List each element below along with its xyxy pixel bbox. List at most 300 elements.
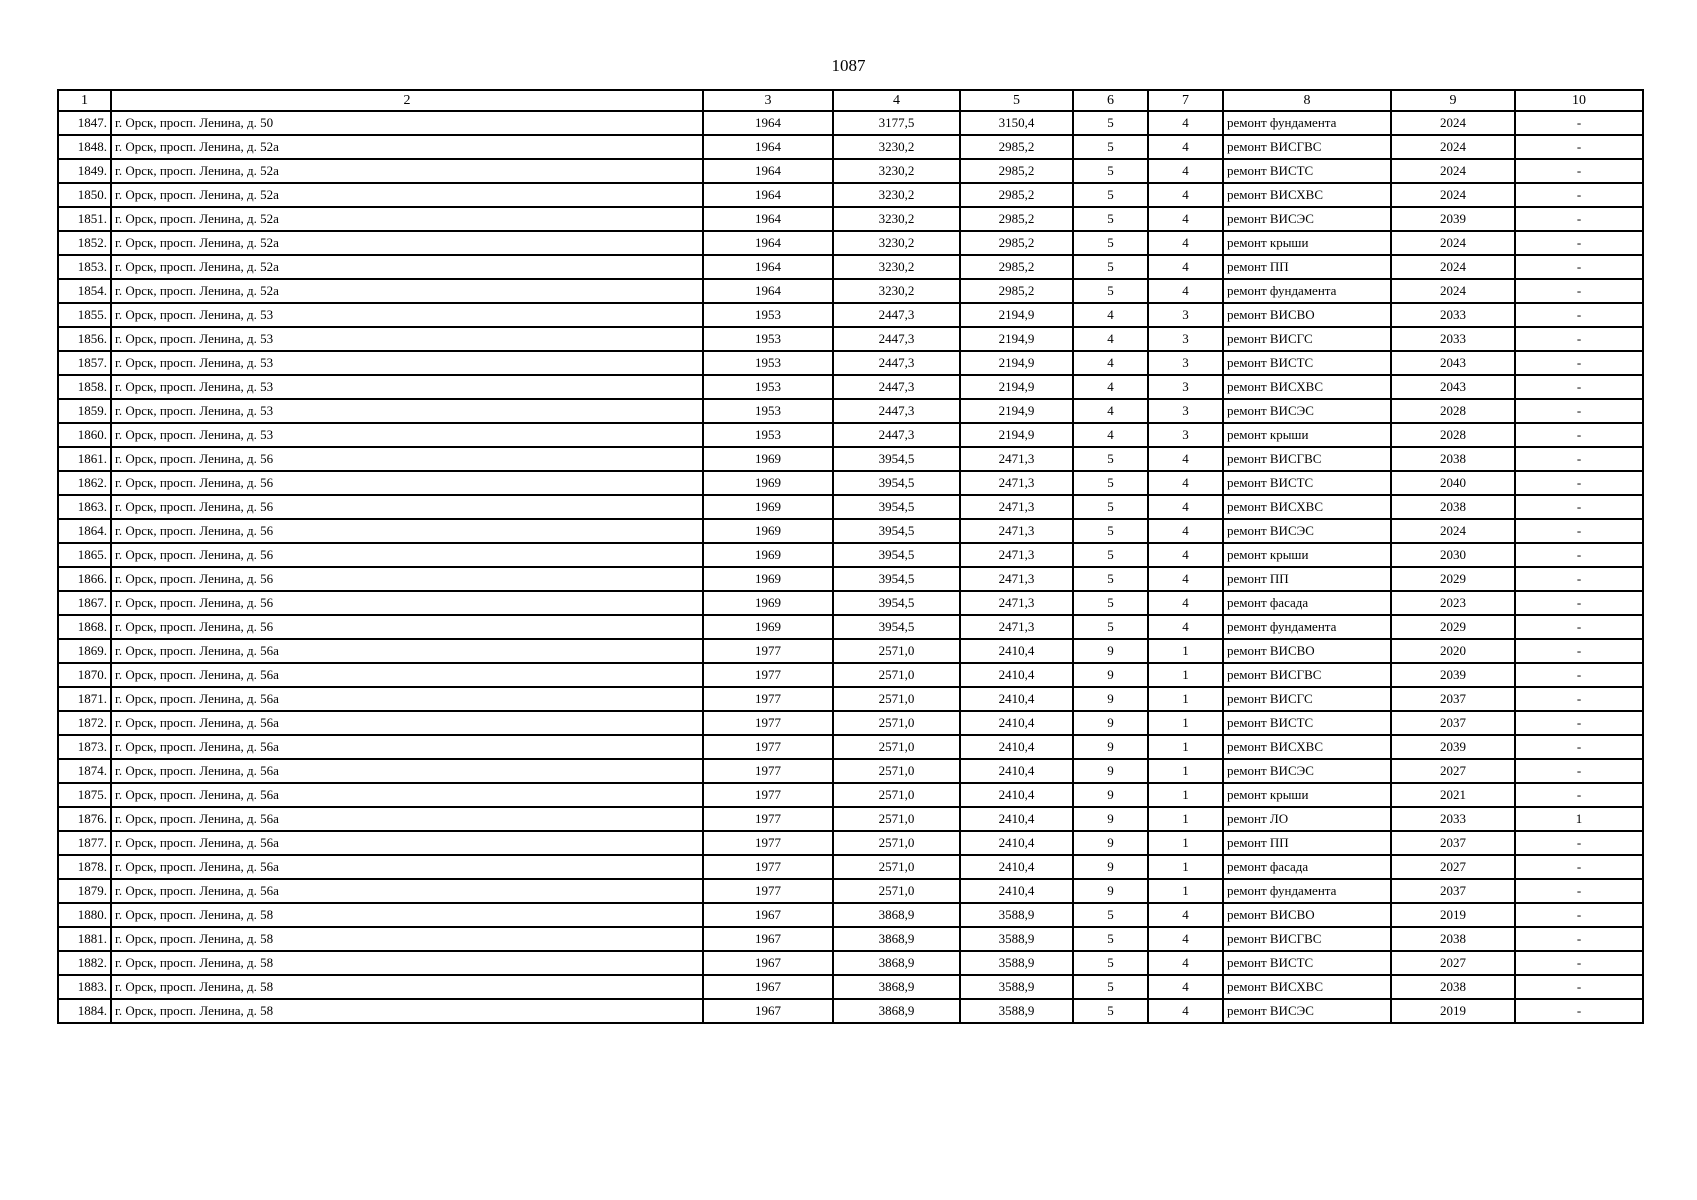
total-area-cell: 3868,9 (833, 999, 960, 1023)
table-row (58, 879, 1643, 903)
work-type-cell: ремонт ВИСЭС (1223, 519, 1391, 543)
plan-year-cell: 2033 (1391, 303, 1515, 327)
plan-year-cell: 2033 (1391, 327, 1515, 351)
floors-cell: 5 (1073, 927, 1148, 951)
extra-cell: - (1515, 279, 1643, 303)
floors-cell: 5 (1073, 471, 1148, 495)
work-type-cell: ремонт ВИСГВС (1223, 447, 1391, 471)
extra-cell: - (1515, 495, 1643, 519)
address-cell: г. Орск, просп. Ленина, д. 56а (111, 759, 703, 783)
floors-cell: 9 (1073, 855, 1148, 879)
entrances-cell: 1 (1148, 735, 1223, 759)
work-type-cell: ремонт ВИСГС (1223, 687, 1391, 711)
year-cell: 1977 (703, 855, 833, 879)
living-area-cell: 2194,9 (960, 375, 1073, 399)
table-row (58, 255, 1643, 279)
floors-cell: 5 (1073, 999, 1148, 1023)
living-area-cell: 2410,4 (960, 687, 1073, 711)
floors-cell: 5 (1073, 615, 1148, 639)
row-number-cell: 1854. (58, 279, 111, 303)
year-cell: 1977 (703, 783, 833, 807)
table-row (58, 831, 1643, 855)
table-row (58, 615, 1643, 639)
floors-cell: 5 (1073, 231, 1148, 255)
row-number-cell: 1853. (58, 255, 111, 279)
year-cell: 1953 (703, 303, 833, 327)
row-number-cell: 1875. (58, 783, 111, 807)
address-cell: г. Орск, просп. Ленина, д. 56а (111, 807, 703, 831)
living-area-cell: 2985,2 (960, 183, 1073, 207)
row-number-cell: 1879. (58, 879, 111, 903)
address-cell: г. Орск, просп. Ленина, д. 56 (111, 543, 703, 567)
total-area-cell: 2447,3 (833, 327, 960, 351)
year-cell: 1969 (703, 615, 833, 639)
year-cell: 1953 (703, 351, 833, 375)
living-area-cell: 3588,9 (960, 903, 1073, 927)
address-cell: г. Орск, просп. Ленина, д. 56а (111, 639, 703, 663)
entrances-cell: 1 (1148, 807, 1223, 831)
entrances-cell: 4 (1148, 951, 1223, 975)
living-area-cell: 2194,9 (960, 327, 1073, 351)
work-type-cell: ремонт ВИСХВС (1223, 975, 1391, 999)
floors-cell: 5 (1073, 495, 1148, 519)
year-cell: 1977 (703, 687, 833, 711)
table-row (58, 423, 1643, 447)
floors-cell: 5 (1073, 183, 1148, 207)
entrances-cell: 3 (1148, 375, 1223, 399)
work-type-cell: ремонт ВИСЭС (1223, 759, 1391, 783)
plan-year-cell: 2028 (1391, 399, 1515, 423)
total-area-cell: 3954,5 (833, 447, 960, 471)
entrances-cell: 3 (1148, 399, 1223, 423)
extra-cell: - (1515, 135, 1643, 159)
year-cell: 1969 (703, 447, 833, 471)
entrances-cell: 1 (1148, 639, 1223, 663)
plan-year-cell: 2037 (1391, 687, 1515, 711)
extra-cell: - (1515, 519, 1643, 543)
total-area-cell: 3230,2 (833, 279, 960, 303)
extra-cell: - (1515, 255, 1643, 279)
year-cell: 1977 (703, 759, 833, 783)
plan-year-cell: 2040 (1391, 471, 1515, 495)
work-type-cell: ремонт ВИСЭС (1223, 399, 1391, 423)
plan-year-cell: 2019 (1391, 999, 1515, 1023)
extra-cell: - (1515, 903, 1643, 927)
entrances-cell: 3 (1148, 327, 1223, 351)
column-header: 6 (1073, 90, 1148, 111)
row-number-cell: 1880. (58, 903, 111, 927)
extra-cell: - (1515, 111, 1643, 135)
row-number-cell: 1866. (58, 567, 111, 591)
floors-cell: 4 (1073, 327, 1148, 351)
row-number-cell: 1869. (58, 639, 111, 663)
entrances-cell: 4 (1148, 591, 1223, 615)
extra-cell: - (1515, 543, 1643, 567)
year-cell: 1969 (703, 591, 833, 615)
table-row (58, 927, 1643, 951)
floors-cell: 4 (1073, 399, 1148, 423)
row-number-cell: 1881. (58, 927, 111, 951)
extra-cell: - (1515, 591, 1643, 615)
table-row (58, 375, 1643, 399)
entrances-cell: 4 (1148, 183, 1223, 207)
entrances-cell: 4 (1148, 519, 1223, 543)
row-number-cell: 1862. (58, 471, 111, 495)
work-type-cell: ремонт ВИСГВС (1223, 663, 1391, 687)
floors-cell: 5 (1073, 447, 1148, 471)
total-area-cell: 2447,3 (833, 423, 960, 447)
living-area-cell: 2985,2 (960, 255, 1073, 279)
table-row (58, 231, 1643, 255)
living-area-cell: 2985,2 (960, 207, 1073, 231)
living-area-cell: 2471,3 (960, 519, 1073, 543)
total-area-cell: 2571,0 (833, 783, 960, 807)
row-number-cell: 1868. (58, 615, 111, 639)
address-cell: г. Орск, просп. Ленина, д. 56а (111, 831, 703, 855)
row-number-cell: 1861. (58, 447, 111, 471)
row-number-cell: 1876. (58, 807, 111, 831)
total-area-cell: 2447,3 (833, 375, 960, 399)
address-cell: г. Орск, просп. Ленина, д. 56а (111, 711, 703, 735)
address-cell: г. Орск, просп. Ленина, д. 56а (111, 855, 703, 879)
plan-year-cell: 2043 (1391, 375, 1515, 399)
total-area-cell: 3954,5 (833, 615, 960, 639)
table-row (58, 639, 1643, 663)
work-type-cell: ремонт ВИСХВС (1223, 183, 1391, 207)
year-cell: 1964 (703, 135, 833, 159)
work-type-cell: ремонт ВИСТС (1223, 159, 1391, 183)
work-type-cell: ремонт ВИСТС (1223, 471, 1391, 495)
plan-year-cell: 2024 (1391, 231, 1515, 255)
work-type-cell: ремонт ВИСГВС (1223, 135, 1391, 159)
living-area-cell: 2985,2 (960, 231, 1073, 255)
address-cell: г. Орск, просп. Ленина, д. 52а (111, 207, 703, 231)
table-row (58, 903, 1643, 927)
total-area-cell: 3954,5 (833, 591, 960, 615)
extra-cell: - (1515, 423, 1643, 447)
total-area-cell: 2571,0 (833, 831, 960, 855)
table-row (58, 951, 1643, 975)
extra-cell: - (1515, 831, 1643, 855)
address-cell: г. Орск, просп. Ленина, д. 56 (111, 615, 703, 639)
column-header: 1 (58, 90, 111, 111)
extra-cell: - (1515, 855, 1643, 879)
year-cell: 1977 (703, 735, 833, 759)
year-cell: 1967 (703, 903, 833, 927)
work-type-cell: ремонт ПП (1223, 567, 1391, 591)
year-cell: 1967 (703, 975, 833, 999)
year-cell: 1964 (703, 207, 833, 231)
plan-year-cell: 2019 (1391, 903, 1515, 927)
table-row (58, 975, 1643, 999)
total-area-cell: 3954,5 (833, 471, 960, 495)
extra-cell: - (1515, 759, 1643, 783)
floors-cell: 9 (1073, 807, 1148, 831)
table-row (58, 447, 1643, 471)
entrances-cell: 1 (1148, 879, 1223, 903)
address-cell: г. Орск, просп. Ленина, д. 58 (111, 999, 703, 1023)
floors-cell: 5 (1073, 255, 1148, 279)
address-cell: г. Орск, просп. Ленина, д. 56 (111, 495, 703, 519)
work-type-cell: ремонт ВИСВО (1223, 903, 1391, 927)
address-cell: г. Орск, просп. Ленина, д. 56 (111, 447, 703, 471)
table-row (58, 591, 1643, 615)
table-row (58, 783, 1643, 807)
extra-cell: - (1515, 471, 1643, 495)
column-header: 2 (111, 90, 703, 111)
living-area-cell: 2194,9 (960, 351, 1073, 375)
total-area-cell: 3230,2 (833, 183, 960, 207)
row-number-cell: 1863. (58, 495, 111, 519)
work-type-cell: ремонт ВИСТС (1223, 351, 1391, 375)
total-area-cell: 3868,9 (833, 903, 960, 927)
address-cell: г. Орск, просп. Ленина, д. 52а (111, 135, 703, 159)
row-number-cell: 1852. (58, 231, 111, 255)
year-cell: 1964 (703, 279, 833, 303)
address-cell: г. Орск, просп. Ленина, д. 53 (111, 399, 703, 423)
row-number-cell: 1856. (58, 327, 111, 351)
floors-cell: 9 (1073, 687, 1148, 711)
living-area-cell: 2410,4 (960, 735, 1073, 759)
total-area-cell: 2571,0 (833, 663, 960, 687)
year-cell: 1977 (703, 831, 833, 855)
year-cell: 1964 (703, 231, 833, 255)
column-header: 5 (960, 90, 1073, 111)
floors-cell: 5 (1073, 975, 1148, 999)
total-area-cell: 2571,0 (833, 639, 960, 663)
floors-cell: 4 (1073, 375, 1148, 399)
plan-year-cell: 2029 (1391, 567, 1515, 591)
table-row (58, 687, 1643, 711)
plan-year-cell: 2027 (1391, 855, 1515, 879)
floors-cell: 9 (1073, 711, 1148, 735)
entrances-cell: 1 (1148, 855, 1223, 879)
extra-cell: - (1515, 687, 1643, 711)
work-type-cell: ремонт фундамента (1223, 615, 1391, 639)
total-area-cell: 3230,2 (833, 207, 960, 231)
row-number-cell: 1871. (58, 687, 111, 711)
year-cell: 1964 (703, 255, 833, 279)
work-type-cell: ремонт ВИСХВС (1223, 735, 1391, 759)
year-cell: 1967 (703, 951, 833, 975)
extra-cell: 1 (1515, 807, 1643, 831)
plan-year-cell: 2024 (1391, 183, 1515, 207)
address-cell: г. Орск, просп. Ленина, д. 56а (111, 879, 703, 903)
entrances-cell: 3 (1148, 303, 1223, 327)
year-cell: 1977 (703, 879, 833, 903)
total-area-cell: 2571,0 (833, 855, 960, 879)
work-type-cell: ремонт фундамента (1223, 879, 1391, 903)
row-number-cell: 1877. (58, 831, 111, 855)
work-type-cell: ремонт ВИСЭС (1223, 999, 1391, 1023)
work-type-cell: ремонт ВИСТС (1223, 951, 1391, 975)
work-type-cell: ремонт ВИСХВС (1223, 495, 1391, 519)
table-row (58, 663, 1643, 687)
entrances-cell: 4 (1148, 543, 1223, 567)
table-row (58, 303, 1643, 327)
total-area-cell: 3230,2 (833, 255, 960, 279)
plan-year-cell: 2029 (1391, 615, 1515, 639)
floors-cell: 5 (1073, 543, 1148, 567)
year-cell: 1964 (703, 183, 833, 207)
column-header: 10 (1515, 90, 1643, 111)
living-area-cell: 2194,9 (960, 303, 1073, 327)
plan-year-cell: 2024 (1391, 111, 1515, 135)
total-area-cell: 2447,3 (833, 351, 960, 375)
year-cell: 1964 (703, 159, 833, 183)
address-cell: г. Орск, просп. Ленина, д. 52а (111, 255, 703, 279)
living-area-cell: 2985,2 (960, 135, 1073, 159)
plan-year-cell: 2037 (1391, 831, 1515, 855)
entrances-cell: 1 (1148, 711, 1223, 735)
address-cell: г. Орск, просп. Ленина, д. 58 (111, 927, 703, 951)
total-area-cell: 2447,3 (833, 399, 960, 423)
row-number-cell: 1874. (58, 759, 111, 783)
extra-cell: - (1515, 879, 1643, 903)
work-type-cell: ремонт крыши (1223, 423, 1391, 447)
table-row (58, 855, 1643, 879)
living-area-cell: 3588,9 (960, 951, 1073, 975)
living-area-cell: 2985,2 (960, 159, 1073, 183)
floors-cell: 4 (1073, 423, 1148, 447)
entrances-cell: 4 (1148, 231, 1223, 255)
total-area-cell: 3230,2 (833, 159, 960, 183)
total-area-cell: 2571,0 (833, 687, 960, 711)
floors-cell: 5 (1073, 111, 1148, 135)
floors-cell: 5 (1073, 567, 1148, 591)
floors-cell: 4 (1073, 303, 1148, 327)
register-table (57, 89, 1644, 1024)
row-number-cell: 1867. (58, 591, 111, 615)
entrances-cell: 4 (1148, 495, 1223, 519)
extra-cell: - (1515, 447, 1643, 471)
year-cell: 1953 (703, 327, 833, 351)
living-area-cell: 2471,3 (960, 591, 1073, 615)
living-area-cell: 2471,3 (960, 471, 1073, 495)
work-type-cell: ремонт крыши (1223, 543, 1391, 567)
entrances-cell: 4 (1148, 207, 1223, 231)
row-number-cell: 1873. (58, 735, 111, 759)
plan-year-cell: 2039 (1391, 735, 1515, 759)
extra-cell: - (1515, 399, 1643, 423)
plan-year-cell: 2027 (1391, 759, 1515, 783)
plan-year-cell: 2028 (1391, 423, 1515, 447)
page-number: 1087 (831, 56, 866, 75)
total-area-cell: 3954,5 (833, 519, 960, 543)
column-header: 8 (1223, 90, 1391, 111)
table-row (58, 735, 1643, 759)
total-area-cell: 3177,5 (833, 111, 960, 135)
floors-cell: 5 (1073, 207, 1148, 231)
extra-cell: - (1515, 303, 1643, 327)
total-area-cell: 3868,9 (833, 927, 960, 951)
extra-cell: - (1515, 615, 1643, 639)
address-cell: г. Орск, просп. Ленина, д. 56 (111, 591, 703, 615)
extra-cell: - (1515, 183, 1643, 207)
table-row (58, 711, 1643, 735)
extra-cell: - (1515, 231, 1643, 255)
floors-cell: 9 (1073, 759, 1148, 783)
row-number-cell: 1847. (58, 111, 111, 135)
living-area-cell: 2410,4 (960, 663, 1073, 687)
address-cell: г. Орск, просп. Ленина, д. 58 (111, 975, 703, 999)
work-type-cell: ремонт фундамента (1223, 279, 1391, 303)
extra-cell: - (1515, 663, 1643, 687)
address-cell: г. Орск, просп. Ленина, д. 52а (111, 183, 703, 207)
table-row (58, 327, 1643, 351)
row-number-cell: 1884. (58, 999, 111, 1023)
extra-cell: - (1515, 351, 1643, 375)
table-row (58, 159, 1643, 183)
address-cell: г. Орск, просп. Ленина, д. 52а (111, 159, 703, 183)
row-number-cell: 1870. (58, 663, 111, 687)
row-number-cell: 1878. (58, 855, 111, 879)
work-type-cell: ремонт фасада (1223, 591, 1391, 615)
plan-year-cell: 2038 (1391, 495, 1515, 519)
row-number-cell: 1857. (58, 351, 111, 375)
floors-cell: 9 (1073, 639, 1148, 663)
work-type-cell: ремонт ВИСГС (1223, 327, 1391, 351)
floors-cell: 5 (1073, 279, 1148, 303)
living-area-cell: 2194,9 (960, 399, 1073, 423)
living-area-cell: 2194,9 (960, 423, 1073, 447)
table-row (58, 495, 1643, 519)
row-number-cell: 1882. (58, 951, 111, 975)
year-cell: 1969 (703, 495, 833, 519)
living-area-cell: 3588,9 (960, 999, 1073, 1023)
table-row (58, 999, 1643, 1023)
table-row (58, 567, 1643, 591)
table-row (58, 135, 1643, 159)
year-cell: 1969 (703, 543, 833, 567)
plan-year-cell: 2039 (1391, 663, 1515, 687)
address-cell: г. Орск, просп. Ленина, д. 56а (111, 783, 703, 807)
year-cell: 1969 (703, 471, 833, 495)
year-cell: 1969 (703, 519, 833, 543)
column-header: 7 (1148, 90, 1223, 111)
plan-year-cell: 2021 (1391, 783, 1515, 807)
total-area-cell: 2571,0 (833, 735, 960, 759)
work-type-cell: ремонт ВИСГВС (1223, 927, 1391, 951)
work-type-cell: ремонт ВИСВО (1223, 639, 1391, 663)
row-number-cell: 1850. (58, 183, 111, 207)
address-cell: г. Орск, просп. Ленина, д. 53 (111, 351, 703, 375)
table-row (58, 399, 1643, 423)
floors-cell: 9 (1073, 879, 1148, 903)
address-cell: г. Орск, просп. Ленина, д. 53 (111, 327, 703, 351)
extra-cell: - (1515, 711, 1643, 735)
work-type-cell: ремонт ВИСТС (1223, 711, 1391, 735)
total-area-cell: 3230,2 (833, 231, 960, 255)
floors-cell: 4 (1073, 351, 1148, 375)
address-cell: г. Орск, просп. Ленина, д. 52а (111, 279, 703, 303)
row-number-cell: 1872. (58, 711, 111, 735)
address-cell: г. Орск, просп. Ленина, д. 56 (111, 471, 703, 495)
table-row (58, 807, 1643, 831)
entrances-cell: 3 (1148, 423, 1223, 447)
year-cell: 1964 (703, 111, 833, 135)
address-cell: г. Орск, просп. Ленина, д. 56 (111, 567, 703, 591)
plan-year-cell: 2038 (1391, 447, 1515, 471)
row-number-cell: 1860. (58, 423, 111, 447)
extra-cell: - (1515, 207, 1643, 231)
total-area-cell: 3230,2 (833, 135, 960, 159)
year-cell: 1977 (703, 711, 833, 735)
plan-year-cell: 2024 (1391, 135, 1515, 159)
row-number-cell: 1864. (58, 519, 111, 543)
address-cell: г. Орск, просп. Ленина, д. 56 (111, 519, 703, 543)
total-area-cell: 3954,5 (833, 543, 960, 567)
